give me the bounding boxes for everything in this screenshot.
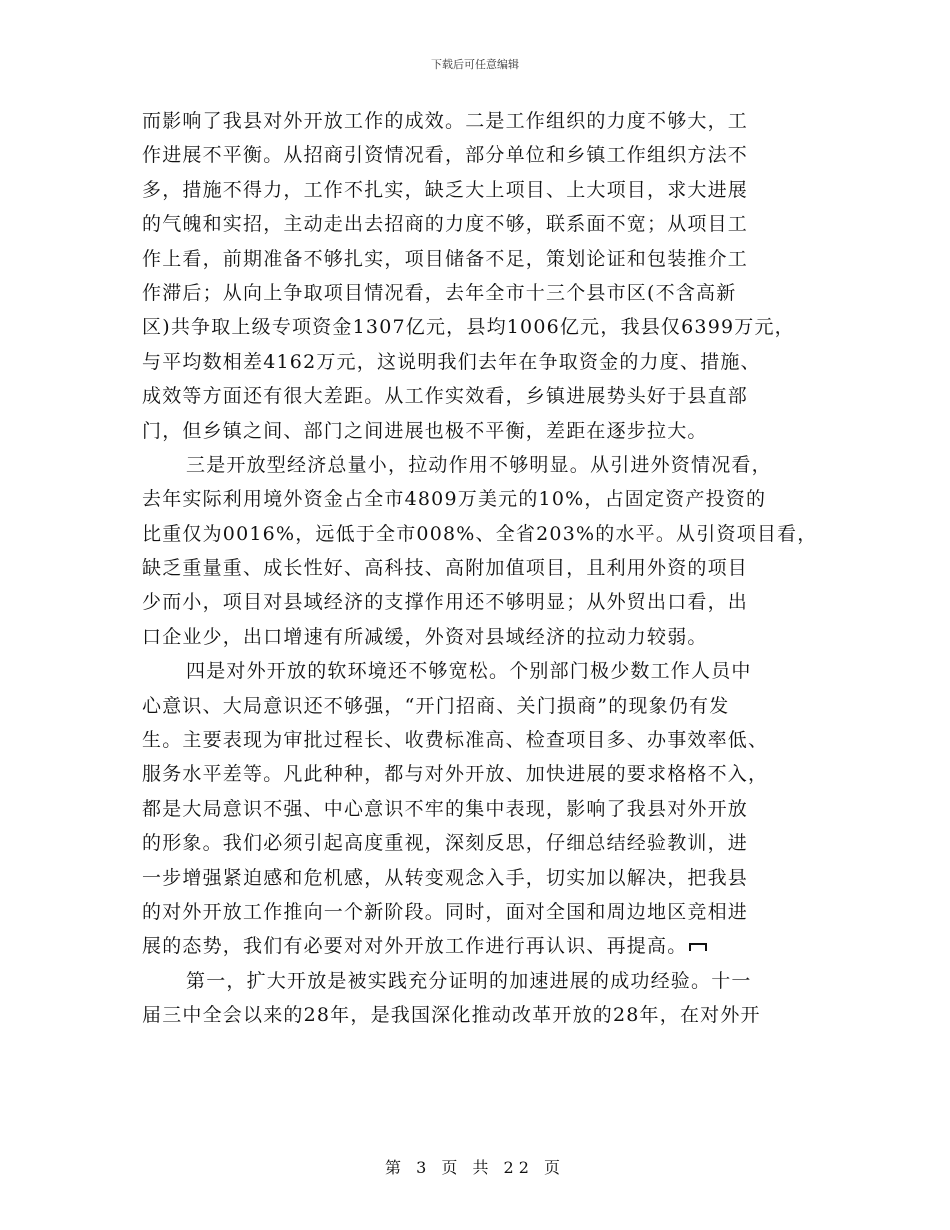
text-line: 多，措施不得力，工作不扎实，缺乏大上项目、上大项目，求大进展: [142, 178, 749, 201]
text-line: 区)共争取上级专项资金1307亿元，县均1006亿元，我县仅6399万元，: [142, 316, 795, 339]
text-line: 口企业少，出口增速有所减缓，外资对县域经济的拉动力较弱。: [142, 625, 708, 648]
text-line: 展的态势，我们有必要对对外开放工作进行再认识、再提高。: [142, 935, 688, 958]
text-line: 心意识、大局意识还不够强，“开门招商、关门损商”的现象仍有发: [142, 694, 730, 717]
text-line-with-mark: [142, 929, 824, 963]
text-line: 服务水平差等。凡此种种，都与对外开放、加快进展的要求格格不入，: [142, 763, 769, 786]
text-line: 的对外开放工作推向一个新阶段。同时，面对全国和周边地区竞相进: [142, 900, 749, 923]
text-line: 与平均数相差4162万元，这说明我们去年在争取资金的力度、措施、: [142, 350, 761, 373]
text-line: 都是大局意识不强、中心意识不牢的集中表现，影响了我县对外开放: [142, 797, 749, 820]
text-line: 一步增强紧迫感和危机感，从转变观念入手，切实加以解决，把我县: [142, 866, 749, 889]
page-break-mark-icon: [689, 943, 707, 951]
text-line: 届三中全会以来的28年，是我国深化推动改革开放的28年，在对外开: [142, 1004, 761, 1027]
text-line: 作滞后；从向上争取项目情况看，去年全市十三个县市区(不含高新: [142, 281, 737, 304]
text-line: 作进展不平衡。从招商引资情况看，部分单位和乡镇工作组织方法不: [142, 144, 749, 167]
document-body: [142, 104, 824, 1033]
text-line: 的形象。我们必须引起高度重视，深刻反思，仔细总结经验教训，进: [142, 832, 749, 855]
text-line: 作上看，前期准备不够扎实，项目储备不足，策划论证和包装推介工: [142, 247, 749, 270]
text-line: 成效等方面还有很大差距。从工作实效看，乡镇进展势头好于县直部: [142, 385, 749, 408]
paragraph-start-line: 四是对外开放的软环境还不够宽松。个别部门极少数工作人员中: [186, 660, 752, 683]
page-header: 下载后可任意编辑: [431, 58, 519, 71]
page-number: 第 3 页 共 22 页: [385, 1158, 565, 1177]
text-line: 比重仅为0016%，远低于全市008%、全省203%的水平。从引资项目看，: [142, 522, 818, 545]
text-line: 少而小，项目对县域经济的支撑作用还不够明显；从外贸出口看，出: [142, 591, 749, 614]
text-line: 缺乏重量重、成长性好、高科技、高附加值项目，且利用外资的项目: [142, 557, 749, 580]
text-line: 而影响了我县对外开放工作的成效。二是工作组织的力度不够大，工: [142, 110, 749, 132]
text-line: 去年实际利用境外资金占全市4809万美元的10%，占固定资产投资的: [142, 488, 767, 511]
paragraph-start-line: 三是开放型经济总量小，拉动作用不够明显。从引进外资情况看，: [186, 453, 772, 476]
text-line: 的气魄和实招，主动走出去招商的力度不够，联系面不宽；从项目工: [142, 213, 749, 236]
paragraph-start-line: 第一，扩大开放是被实践充分证明的加速进展的成功经验。十一: [186, 969, 752, 992]
text-line: 生。主要表现为审批过程长、收费标准高、检查项目多、办事效率低、: [142, 729, 769, 752]
text-line: 门，但乡镇之间、部门之间进展也极不平衡，差距在逐步拉大。: [142, 419, 708, 442]
